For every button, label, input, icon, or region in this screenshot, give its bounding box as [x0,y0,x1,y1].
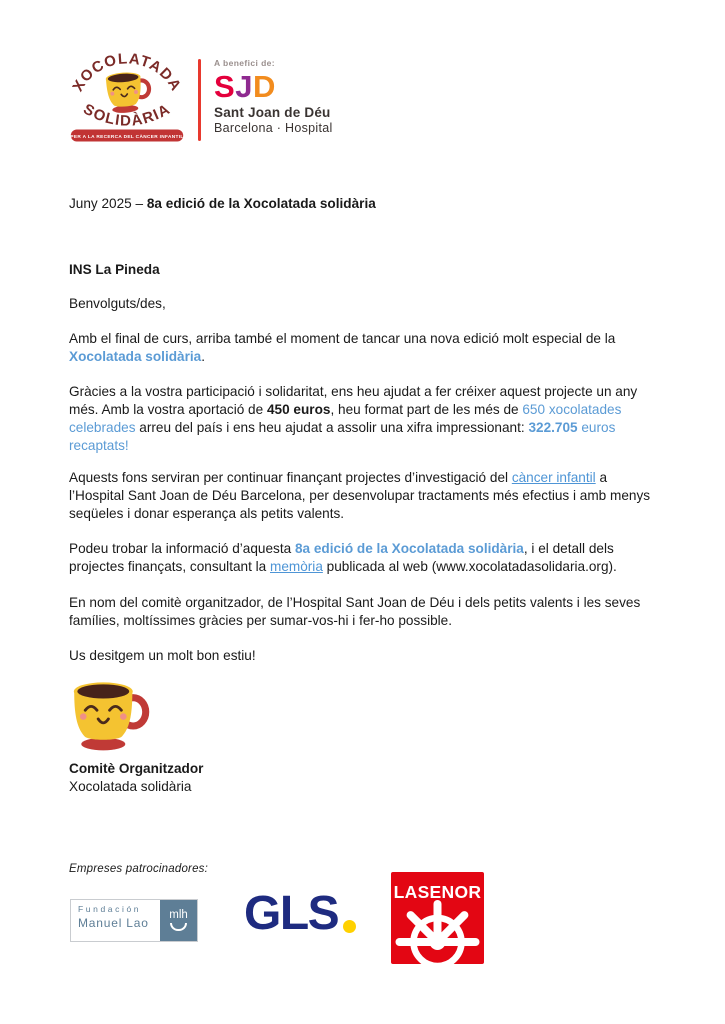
fundacion-line1: Fundación [78,904,142,914]
xocolatada-logo [65,50,189,143]
logo-arc-top-text: XOCOLATADA [69,50,185,95]
text-segment: a l’Hospital Sant Joan de Déu Barcelona, per desenvolupar tractaments més efectius i amb menys seqüeles i donar esperança als petits valents. [69,470,651,521]
logo-ribbon-text: • PER A LA RECERCA DEL CÀNCER INFANTIL • [66,134,188,140]
sjd-letter: J [235,68,253,104]
gls-dot-icon [343,920,356,933]
signature-mug-icon [64,677,152,753]
text-segment: 450 euros [266,401,331,417]
sjd-logo [214,50,333,134]
fundacion-line2: Manuel Lao [78,916,149,930]
sjd-name: Sant Joan de Déu [214,104,331,120]
date-prefix: Juny 2025 – [69,196,147,211]
gls-text: GLS [244,887,339,940]
fundacion-badge-text: mlh [169,908,188,921]
text-segment: , i el detall dels projectes finançats, consultant la [69,541,614,574]
sjd-letter: D [252,68,276,104]
header [65,50,333,143]
text-segment: Gràcies a la vostra participació i solidaritat, ens heu ajudat a fer créixer aquest projecte un any més. Amb la vostra aportació de [69,384,638,417]
lasenor-logo [391,872,484,964]
text-segment: En nom del comitè organitzador, de l’Hospital Sant Joan de Déu i dels petits valents i les seves famílies, moltíssimes gràcies per sumar-vos-hi i fer-ho possible. [69,595,641,628]
text-segment: Podeu trobar la informació d’aquesta [69,541,295,556]
fundacion-manuel-lao-logo [70,899,198,942]
sjd-subname: Barcelona · Hospital [214,120,333,135]
text-link[interactable]: memòria [270,558,323,574]
paragraph-1 [69,330,663,366]
text-segment: arreu del país i ens heu ajudat a assolir una xifra impressionant: [135,419,529,435]
text-segment: 8a edició de la Xocolatada solidària [294,541,524,556]
text-segment: 322.705 [528,419,578,435]
text-link[interactable]: càncer infantil [511,470,596,485]
paragraph-5 [69,594,663,630]
date-line [69,195,663,213]
paragraph-2 [69,383,663,455]
sjd-tagline: A benefici de: [214,58,276,68]
logo-mug-icon [105,71,150,114]
paragraph-4 [69,540,663,576]
logo-arc-bottom-text: SOLIDÀRIA [80,100,174,130]
sjd-letter: S [214,68,236,104]
signature-name: Comitè Organitzador [69,761,204,776]
text-segment: Aquests fons serviran per continuar finançant projectes d’investigació del [69,470,512,485]
recipient: INS La Pineda [69,262,160,277]
signature-org: Xocolatada solidària [69,779,192,794]
text-segment: 650 xocolatades celebrades [69,401,622,435]
lasenor-text: LASENOR [393,882,482,902]
closing-line: Us desitgem un molt bon estiu! [69,648,256,663]
salutation: Benvolguts/des, [69,296,166,311]
header-divider [198,59,201,141]
gls-logo [244,887,356,940]
text-segment: Xocolatada solidària [69,348,202,364]
paragraph-3 [69,469,663,523]
sjd-acronym [214,68,333,104]
text-segment: . [201,348,205,364]
letter-title: 8a edició de la Xocolatada solidària [146,196,376,211]
text-segment: euros recaptats! [69,419,616,453]
smile-icon [170,923,187,931]
text-segment: , heu format part de les més de [330,401,523,417]
text-segment: publicada al web (www.xocolatadasolidaria.org). [322,558,617,574]
sponsors-heading: Empreses patrocinadores: [69,863,209,875]
fundacion-badge [160,900,197,941]
text-segment: Amb el final de curs, arriba també el moment de tancar una nova edició molt especial de la [69,331,616,346]
fundacion-text [71,900,160,941]
